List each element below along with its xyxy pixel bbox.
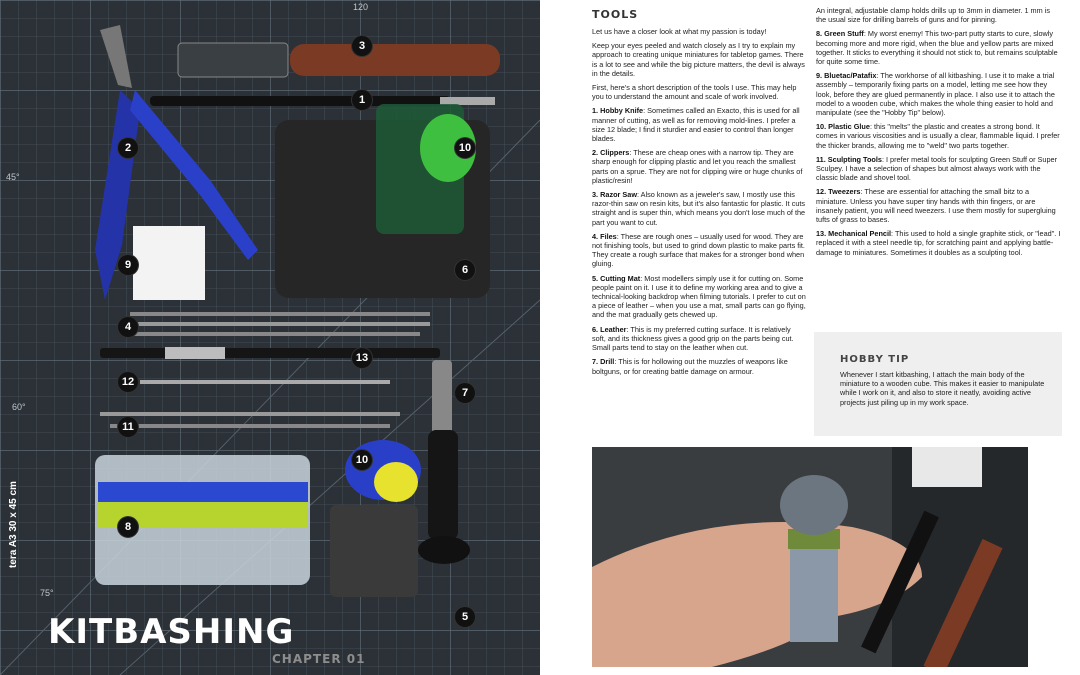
tool-badge: 10 <box>352 450 372 470</box>
tool-badge: 12 <box>118 372 138 392</box>
tool-name: 6. Leather <box>592 324 627 334</box>
tool-entry <box>592 106 806 143</box>
tool-description: : These are cheap ones with a narrow tip. They are sharp enough for clipping plastic and let you reach the smallest parts on a sprue. They are not for clipping wire or huge chunks of plastic/resin! <box>592 148 803 185</box>
tool-description: : My worst enemy! This two-part putty starts to cure, slowly becoming more and more rigid, when the blue and yellow parts are mixed together. It sticks to everything it should not stick to, but remains sculptable for quite some time. <box>816 29 1058 67</box>
tool-name: 4. Files <box>592 231 617 241</box>
mat-angle-label: 45° <box>6 172 20 182</box>
mat-angle-label: 75° <box>40 588 54 598</box>
tool-entry <box>816 71 1062 117</box>
tool-badge: 9 <box>118 255 138 275</box>
tool-entry <box>592 148 806 185</box>
paragraph: Keep your eyes peeled and watch closely as I try to explain my approach to creating unique miniatures for tabletop games. There is a lot to see and while the big picture matters, the devil is always in the details. <box>592 41 805 78</box>
tool-entry <box>816 29 1062 66</box>
tool-entry <box>816 155 1062 183</box>
paragraph: First, here's a short description of the tools I use. This may help you to understand the amount and scale of work involved. <box>592 83 797 102</box>
tool-name: 1. Hobby Knife <box>592 106 644 116</box>
tool-entry <box>816 187 1062 224</box>
tool-name: 11. Sculpting Tools <box>816 154 882 164</box>
tool-description: : Sometimes called an Exacto, this is used for all manner of cutting, as well as for removing mold-lines. I prefer a size 12 blade; I find it sturdier and easier to control than longer blades. <box>592 106 800 144</box>
tool-badge: 11 <box>118 417 138 437</box>
mat-brand-size: A3 30 x 45 cm <box>8 481 19 548</box>
tool-badge: 6 <box>455 260 475 280</box>
tool-description: : I prefer metal tools for sculpting Green Stuff or Super Sculpey. I have a selection of shapes but almost always work with the classic blade and shovel tool. <box>816 154 1058 183</box>
tool-entry <box>592 325 806 353</box>
tool-name: 5. Cutting Mat <box>592 273 641 283</box>
tool-badge: 10 <box>455 138 475 158</box>
tool-name: 10. Plastic Glue <box>816 122 870 132</box>
section-heading: TOOLS <box>592 8 639 21</box>
text-page <box>540 0 1080 675</box>
miniature-photo <box>592 447 1028 667</box>
tool-name: 12. Tweezers <box>816 187 861 197</box>
tool-badge: 3 <box>352 36 372 56</box>
tools-column-2 <box>816 6 1062 262</box>
hobby-tip-text: Whenever I start kitbashing, I attach the main body of the miniature to a wooden cube. This makes it easier to manipulate while I work on it, and also to store it neatly, avoiding active projects just piling up in my work space. <box>840 370 1045 407</box>
tool-badge: 5 <box>455 607 475 627</box>
chapter-label: CHAPTER 01 <box>272 652 366 666</box>
hobby-tip-heading: HOBBY TIP <box>840 354 910 365</box>
tool-name: 3. Razor Saw <box>592 190 638 200</box>
tool-entry <box>816 229 1062 257</box>
tool-badge: 1 <box>352 90 372 110</box>
tool-description: : This is for hollowing out the muzzles of weapons like boltguns, or for creating battle damage on armour. <box>592 357 788 376</box>
tool-badge: 4 <box>118 317 138 337</box>
tool-description: : This is my preferred cutting surface. It is relatively soft, and its thickness gives a good grip on the parts being cut. Small parts tend to stay on the leather when cut. <box>592 324 794 353</box>
tool-description: : Most modellers simply use it for cutting on. Some people paint on it. I use it to define my working area and to give a technical-looking backdrop when filming tutorials. I prefer to cut on a piece of leather – when you use a mat, small parts can go flying, and the mat gradually gets chewed up. <box>592 273 806 320</box>
mat-brand-name: tera <box>8 549 19 568</box>
tool-description: : These are rough ones – usually used for wood. They are not finishing tools, but used to grind down plastic to make parts fit. They create a rough surface that makes for a stronger bond when gluing. <box>592 231 805 269</box>
paragraph: Let us have a closer look at what my passion is today! <box>592 27 767 36</box>
tool-name: 7. Drill <box>592 357 615 367</box>
tool-entry <box>592 232 806 269</box>
tools-column-1 <box>592 8 806 381</box>
paragraph: An integral, adjustable clamp holds drills up to 3mm in diameter. 1 mm is the usual size for drilling barrels of guns and for pinning. <box>816 6 1051 25</box>
tool-name: 9. Bluetac/Patafix <box>816 71 877 81</box>
hand-holding-miniature-image <box>592 447 1028 667</box>
tool-description: : These are essential for attaching the small bitz to a miniature. Unless you have super tiny hands with thin fingers, or are insanely patient, you will need tweezers. I use them mostly for supergluing tufts of grass to bases. <box>816 187 1056 225</box>
tool-name: 2. Clippers <box>592 148 630 158</box>
mat-brand <box>8 481 19 568</box>
tool-name: 13. Mechanical Pencil <box>816 229 892 239</box>
tool-description: : this "melts" the plastic and creates a strong bond. It comes in various viscosities and is usually a clear, flammable liquid. I prefer the thicker brands, allowing me to "weld" two parts together. <box>816 122 1060 150</box>
tool-badge: 8 <box>118 517 138 537</box>
tool-description: : The workhorse of all kitbashing. I use it to make a trial assembly – temporarily fixing parts on a model, letting me see how they look, before they are glued permanently in place. I also use it to attach the model to a wooden cube, which makes the whole thing easier to hold and manipulate (see the "Hobby Tip" below). <box>816 71 1055 118</box>
mat-angle-label: 60° <box>12 402 26 412</box>
page-title: KITBASHING <box>48 612 295 652</box>
tool-description: : This used to hold a single graphite stick, or "lead". I replaced it with a steel needle tip, for scratching paint and applying battle-damage to miniatures. Sometimes it doubles as a sculpting tool. <box>816 229 1061 257</box>
tool-name: 8. Green Stuff <box>816 29 864 39</box>
tool-badge: 7 <box>455 383 475 403</box>
tool-entry <box>592 357 806 375</box>
mat-scale-label: 120 <box>353 2 369 12</box>
tool-entry <box>592 190 806 227</box>
tool-badge: 2 <box>118 138 138 158</box>
tool-entry <box>816 122 1062 150</box>
tool-badge: 13 <box>352 348 372 368</box>
tool-entry <box>592 274 806 320</box>
tool-description: : Also known as a jeweler's saw, I mostly use this razor-thin saw on resin kits, but it's also fantastic for plastic. It cuts straight and is super thin, which means you don't lose much of the part you want to cut. <box>592 190 806 227</box>
